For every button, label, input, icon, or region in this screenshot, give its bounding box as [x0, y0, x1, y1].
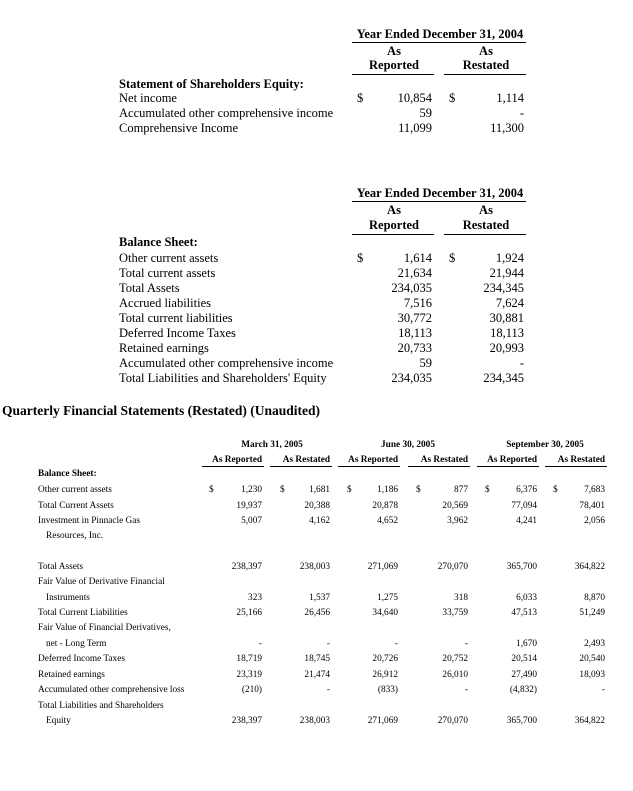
quarterly-row-label: Equity: [46, 716, 71, 726]
s2-value-restated: 234,345: [483, 371, 524, 385]
s2-dollar-sign: $: [449, 251, 456, 265]
s1-col2-line1: As: [479, 44, 493, 58]
quarterly-value: 25,166: [236, 608, 262, 618]
quarterly-value: 1,230: [241, 485, 262, 495]
quarterly-row-label: Fair Value of Derivative Financial: [38, 577, 165, 587]
subcolumn-header: As Restated: [557, 455, 605, 465]
s1-period-header: Year Ended December 31, 2004: [356, 27, 524, 41]
s2-value-reported: 234,035: [391, 281, 432, 295]
quarterly-value: 5,007: [241, 516, 262, 526]
quarterly-value: 1,186: [377, 485, 398, 495]
quarterly-value: 19,937: [236, 501, 262, 511]
s2-dollar-sign: $: [357, 251, 364, 265]
quarterly-value: 20,514: [511, 654, 537, 664]
s2-row-label: Deferred Income Taxes: [119, 326, 236, 340]
quarterly-row-label: Investment in Pinnacle Gas: [38, 516, 140, 526]
dollar-sign: $: [416, 485, 421, 495]
s2-value-reported: 1,614: [403, 251, 432, 265]
s1-row-label: Net income: [119, 91, 177, 105]
quarterly-value: 4,652: [377, 516, 398, 526]
dollar-sign: $: [485, 485, 490, 495]
quarterly-row-label: Other current assets: [38, 485, 112, 495]
s1-col1-line1: As: [387, 44, 401, 58]
s1-value-restated: 11,300: [490, 121, 524, 135]
subcolumn-header: As Reported: [487, 455, 537, 465]
quarterly-row-label: Total Current Assets: [38, 501, 114, 511]
subcolumn-header: As Reported: [348, 455, 398, 465]
s1-value-reported: 59: [419, 106, 432, 120]
quarterly-value: 26,912: [372, 670, 398, 680]
subcolumn-header: As Restated: [282, 455, 330, 465]
s2-col2-underline: [444, 234, 526, 235]
quarterly-value: 18,745: [304, 654, 330, 664]
s2-value-reported: 18,113: [398, 326, 432, 340]
subcolumn-underline: [202, 466, 264, 467]
quarterly-value: 877: [454, 485, 468, 495]
quarterly-value: 8,870: [584, 593, 605, 603]
s1-row-label: Comprehensive Income: [119, 121, 239, 135]
s1-col1-line2: Reported: [369, 58, 419, 72]
quarterly-value: 1,275: [377, 593, 398, 603]
s2-heading: Balance Sheet:: [119, 235, 198, 249]
dollar-sign: $: [209, 485, 214, 495]
s1-row-label: Accumulated other comprehensive income: [119, 106, 334, 120]
s1-value-reported: 10,854: [397, 91, 432, 105]
dollar-sign: $: [347, 485, 352, 495]
quarterly-value: -: [601, 685, 605, 695]
quarterly-value: 20,752: [442, 654, 468, 664]
s2-value-reported: 30,772: [397, 311, 432, 325]
s1-value-restated: 1,114: [496, 91, 524, 105]
quarterly-value: 20,726: [372, 654, 398, 664]
quarterly-value: 26,010: [442, 670, 468, 680]
quarterly-row-label: Retained earnings: [38, 670, 105, 680]
s2-col2-line1: As: [479, 203, 493, 217]
quarterly-row-label: Total Current Liabilities: [38, 608, 128, 618]
quarterly-value: 20,569: [442, 501, 468, 511]
quarterly-value: (4,832): [509, 685, 537, 695]
quarterly-value: 7,683: [584, 485, 605, 495]
s2-value-restated: 234,345: [483, 281, 524, 295]
subcolumn-underline: [408, 466, 470, 467]
quarterly-value: 78,401: [579, 501, 605, 511]
quarterly-row-label: Total Assets: [38, 562, 84, 572]
quarterly-value: 364,822: [574, 562, 605, 572]
quarterly-row-label: net - Long Term: [46, 639, 107, 649]
quarterly-value: 365,700: [506, 562, 537, 572]
quarterly-value: 51,249: [579, 608, 605, 618]
s2-row-label: Total Assets: [119, 281, 180, 295]
s2-value-reported: 234,035: [391, 371, 432, 385]
quarterly-value: 26,456: [304, 608, 330, 618]
s2-row-label: Accumulated other comprehensive income: [119, 356, 334, 370]
quarterly-value: -: [394, 639, 398, 649]
quarterly-value: 23,319: [236, 670, 262, 680]
s2-value-restated: 1,924: [495, 251, 524, 265]
quarterly-value: -: [464, 639, 468, 649]
s2-row-label: Retained earnings: [119, 341, 209, 355]
s2-col1-underline: [352, 234, 434, 235]
s2-row-label: Other current assets: [119, 251, 219, 265]
quarterly-value: 364,822: [574, 716, 605, 726]
quarterly-row-label: Fair Value of Financial Derivatives,: [38, 623, 171, 633]
s3-title: Quarterly Financial Statements (Restated) (Unaudited): [2, 403, 320, 418]
quarterly-value: (210): [241, 685, 262, 695]
quarterly-value: 18,719: [236, 654, 262, 664]
quarterly-value: 47,513: [511, 608, 537, 618]
quarterly-value: 20,878: [372, 501, 398, 511]
quarterly-value: 20,388: [304, 501, 330, 511]
quarterly-value: 238,003: [299, 562, 330, 572]
quarter-period-header: June 30, 2005: [381, 440, 435, 450]
s2-period-underline: [352, 201, 526, 202]
s2-row-label: Accrued liabilities: [119, 296, 211, 310]
quarterly-value: 4,162: [309, 516, 330, 526]
subcolumn-underline: [545, 466, 607, 467]
quarterly-value: 3,962: [447, 516, 468, 526]
s1-dollar-sign: $: [449, 91, 456, 105]
quarter-period-header: September 30, 2005: [506, 440, 584, 450]
subcolumn-underline: [270, 466, 332, 467]
quarterly-value: 77,094: [511, 501, 537, 511]
quarterly-value: 27,490: [511, 670, 537, 680]
quarter-period-header: March 31, 2005: [241, 440, 303, 450]
quarterly-value: -: [258, 639, 262, 649]
subcolumn-header: As Reported: [212, 455, 262, 465]
s1-value-restated: -: [519, 106, 524, 120]
quarterly-value: (833): [377, 685, 398, 695]
s2-value-reported: 21,634: [397, 266, 432, 280]
quarterly-value: 1,681: [309, 485, 330, 495]
quarterly-value: 2,056: [584, 516, 605, 526]
quarterly-value: 238,397: [231, 716, 262, 726]
s2-col2-line2: Restated: [462, 218, 510, 232]
s2-value-restated: 7,624: [495, 296, 524, 310]
quarterly-value: 271,069: [367, 562, 398, 572]
s2-value-reported: 59: [419, 356, 432, 370]
subcolumn-underline: [477, 466, 539, 467]
quarterly-value: 20,540: [579, 654, 605, 664]
quarterly-value: -: [464, 685, 468, 695]
quarterly-value: 21,474: [304, 670, 330, 680]
quarterly-value: 2,493: [584, 639, 605, 649]
s2-col1-line2: Reported: [369, 218, 419, 232]
dollar-sign: $: [280, 485, 285, 495]
subcolumn-underline: [338, 466, 400, 467]
quarterly-row-label: Instruments: [46, 593, 90, 603]
quarterly-value: 1,537: [309, 593, 330, 603]
s1-heading: Statement of Shareholders Equity:: [119, 77, 304, 91]
quarterly-value: 270,070: [437, 716, 468, 726]
s1-period-underline: [352, 42, 526, 43]
quarterly-value: -: [326, 639, 330, 649]
s1-col1-underline: [352, 74, 434, 75]
s2-row-label: Total current liabilities: [119, 311, 233, 325]
s2-row-label: Total current assets: [119, 266, 216, 280]
quarterly-value: 238,003: [299, 716, 330, 726]
s1-value-reported: 11,099: [398, 121, 432, 135]
quarterly-value: 6,033: [516, 593, 537, 603]
quarterly-value: 34,640: [372, 608, 398, 618]
quarterly-value: 323: [248, 593, 262, 603]
quarterly-value: 33,759: [442, 608, 468, 618]
quarterly-row-label: Accumulated other comprehensive loss: [38, 685, 185, 695]
quarterly-value: 4,241: [516, 516, 537, 526]
s2-value-restated: -: [519, 356, 524, 370]
quarterly-value: 318: [454, 593, 468, 603]
quarterly-row-label: Total Liabilities and Shareholders: [38, 701, 164, 711]
dollar-sign: $: [553, 485, 558, 495]
s1-dollar-sign: $: [357, 91, 364, 105]
s2-value-restated: 21,944: [489, 266, 524, 280]
s3-heading: Balance Sheet:: [38, 469, 97, 479]
quarterly-value: 1,670: [516, 639, 537, 649]
s2-row-label: Total Liabilities and Shareholders' Equity: [119, 371, 327, 385]
s2-value-reported: 20,733: [397, 341, 432, 355]
quarterly-value: 270,070: [437, 562, 468, 572]
s2-value-restated: 18,113: [490, 326, 524, 340]
s2-value-restated: 30,881: [489, 311, 524, 325]
quarterly-value: 6,376: [516, 485, 537, 495]
quarterly-value: 238,397: [231, 562, 262, 572]
s2-value-reported: 7,516: [403, 296, 432, 310]
quarterly-value: 365,700: [506, 716, 537, 726]
s2-col1-line1: As: [387, 203, 401, 217]
s1-col2-line2: Restated: [462, 58, 510, 72]
subcolumn-header: As Restated: [420, 455, 468, 465]
quarterly-value: 18,093: [579, 670, 605, 680]
quarterly-row-label: Resources, Inc.: [46, 531, 104, 541]
quarterly-value: 271,069: [367, 716, 398, 726]
s2-period-header: Year Ended December 31, 2004: [356, 186, 524, 200]
quarterly-value: -: [326, 685, 330, 695]
s1-col2-underline: [444, 74, 526, 75]
quarterly-row-label: Deferred Income Taxes: [38, 654, 125, 664]
s2-value-restated: 20,993: [489, 341, 524, 355]
